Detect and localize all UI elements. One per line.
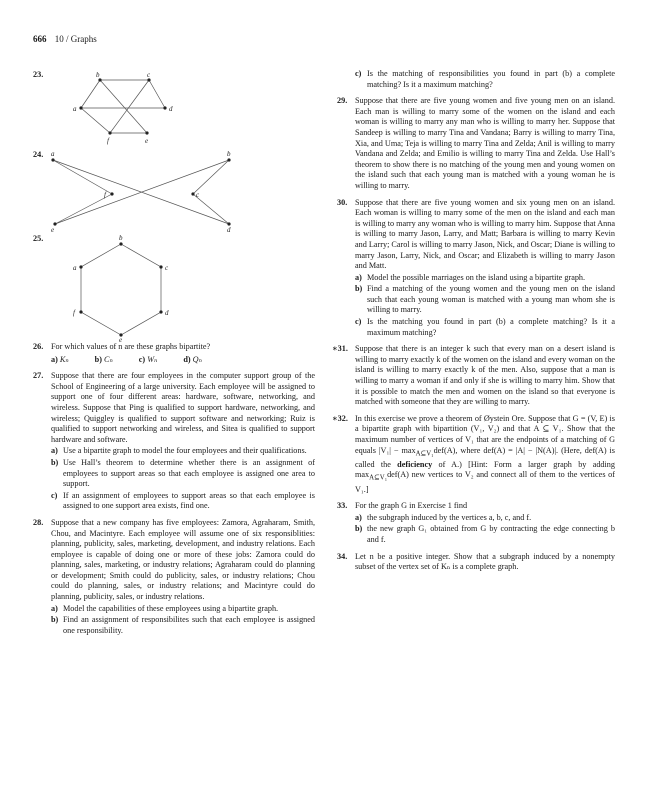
exercise-text: For which values of n are these graphs bipartite? (51, 342, 211, 351)
chapter-title: 10 / Graphs (54, 34, 97, 44)
figure-24 (33, 148, 315, 232)
exercise-item: c) If an assignment of employees to support areas so that each employee is assigned to one support area exists, find one. (51, 490, 315, 511)
exercise-number: 24. (33, 150, 44, 159)
vertex (79, 310, 82, 313)
exercise-text: In this exercise we prove a theorem of Øystein Ore. Suppose that G = (V, E) is a bipartite graph with bipartition (V₁, V₂) and that A ⊆ V₁. Show that the maximum number of vertices of V₁ that are the endpoints of a matching of G equals $|V_1| - \max_{A⊆V_1}def(A)$, where def(A) = |A| − |N(A)|. (Here, def(A) is called the deficiency of A.) [Hint: Form a larger graph by adding $\max_{A⊆V_1}def(A)$ new vertices to V₂ and connect all of them to the vertices of V₁.] (355, 413, 615, 494)
left-column (33, 68, 315, 642)
vertex (159, 310, 162, 313)
exercise-number: 26. (33, 342, 44, 351)
exercise-number: 30. (337, 197, 348, 207)
exercise-28 (33, 518, 315, 637)
exercise-text: Suppose that a new company has five employees: Zamora, Agraharam, Smith, Chou, and Macintyre. Each employee will assume one of six responsiblities: planning, publicity, sales, marketing, development, and industry relations. Each employee is capable of doing one or more of these jobs: Zamora could do planning, sales, marketing, or industry relations; Agraharam could do planning or development; Smith could do publicity, sales, or industry relations; Chou could do planning, sales, or industry relations; and Macintyre could do planning, publicity, sales, or industry relations. (51, 517, 315, 602)
exercise-item: b) Find a matching of the young women and the young men on the island such that each young woman is matched with a young man whom she is willing to marry. (355, 284, 615, 315)
vertex-label: b (227, 150, 231, 158)
exercise-28c (337, 69, 615, 90)
exercise-text: Suppose that there is an integer k such that every man on a desert island is willing to marry exactly k of the women on the island and every woman on the island is willing to marry exactly k of the men. Also, suppose that a man is willing to marry a woman if and only if she is willing to marry him. Show that it is possible to match the men and women on the island so that everyone is matched with someone that they are willing to marry. (355, 344, 615, 407)
vertex-label: c (165, 264, 169, 272)
vertex-label: e (119, 336, 123, 342)
graph-23 (33, 68, 315, 148)
exercise-item: a) the subgraph induced by the vertices a, b, c, and f. (355, 512, 532, 522)
exercise-31 (332, 344, 615, 408)
exercise-number: 23. (33, 70, 44, 79)
exercise-number: 29. (337, 96, 348, 106)
part: d) Qₙ (183, 354, 202, 364)
vertex (79, 265, 82, 268)
exercise-item: c) Is the matching of responsibilities you found in part (b) a complete matching? Is it a maximum matching? (355, 69, 615, 89)
edge (81, 244, 161, 335)
exercise-number: 34. (337, 551, 348, 561)
vertex (119, 242, 122, 245)
exercise-number: ∗32. (332, 413, 348, 423)
vertex-label: b (119, 234, 123, 242)
vertex-label: a (73, 105, 77, 113)
vertex-label: f (104, 191, 106, 199)
exercise-33 (337, 501, 615, 545)
page-number: 666 (33, 34, 47, 44)
edge (100, 80, 147, 133)
exercise-item: b) Use Hall’s theorem to determine whether there is an assignment of employees to support areas so that each employee is assigned one area to support. (51, 457, 315, 489)
right-column (332, 68, 615, 579)
edge (81, 108, 110, 133)
vertex (79, 106, 82, 109)
exercise-29 (337, 96, 615, 191)
exercise-26 (33, 342, 315, 365)
vertex-label: e (51, 226, 55, 232)
exercise-text: Suppose that there are five young women and six young men on an island. Each woman is willing to marry some of the men on the island and each man is willing to marry any woman who is willing to marry him. Suppose that Anna is willing to marry Jason, Larry, and Matt; Barbara is willing to marry Kevin and Larry; Carol is willing to marry Jason, Nick, and Oscar; Diane is willing to marry Jason, Larry, Nick, and Oscar; and Elizabeth is willing to marry Jason and Matt. (355, 197, 615, 271)
edge (149, 80, 165, 108)
exercise-text: Suppose that there are four employees in the computer support group of the School of Engineering of a large university. Each employee will be assigned to support one of four different areas: hardware, software, networking, and wireless. Suppose that Ping is qualified to support hardware, networking, and wireless; Quiggley is qualified to support software and networking; Ruiz is qualified to support networking and wireless, and Sitea is qualified to support hardware and software. (51, 371, 315, 444)
vertex (51, 158, 54, 161)
part: b) Cₙ (94, 354, 113, 364)
edge (110, 80, 149, 133)
exercise-32 (332, 413, 615, 495)
edge (193, 160, 229, 194)
vertex-label: c (196, 191, 200, 199)
vertex (145, 131, 148, 134)
exercise-30 (337, 198, 615, 339)
exercise-number: 28. (33, 517, 44, 527)
vertex (110, 192, 113, 195)
vertex (191, 192, 194, 195)
vertex-label: f (107, 137, 109, 145)
vertex-label: b (96, 71, 100, 79)
graph-25 (33, 232, 315, 342)
vertex-label: d (227, 226, 231, 232)
vertex-label: f (73, 309, 75, 317)
vertex-label: e (145, 137, 149, 145)
vertex-label: a (51, 150, 55, 158)
edge (53, 160, 112, 194)
vertex-label: a (73, 264, 77, 272)
vertex-label: d (165, 309, 169, 317)
exercise-text: Let n be a positive integer. Show that a subgraph induced by a nonempty subset of the vertex set of Kₙ is a complete graph. (355, 551, 615, 572)
figure-25 (33, 232, 315, 342)
exercise-parts (51, 355, 315, 366)
vertex-label: d (169, 105, 173, 113)
exercise-34 (337, 552, 615, 573)
exercise-number: ∗31. (332, 344, 348, 354)
figure-23 (33, 68, 315, 148)
exercise-number: 25. (33, 234, 44, 243)
part: c) Wₙ (138, 354, 158, 364)
vertex-label: c (147, 71, 151, 79)
exercise-number: 33. (337, 501, 348, 511)
exercise-text: Suppose that there are five young women and five young men on an island. Each man is willing to marry some of the women on the island and each woman is willing to marry any man who is willing to marry her. Suppose that Sandeep is willing to marry Tina and Vandana; Barry is willing to marry Tina, Xia, and Uma; Teja is willing to marry Tina and Zelda; Anil is willing to marry Vandana and Zelda; and Emilio is willing to marry Tina and Zelda. Use Hall’s theorem to show there is no matching of the young men and young women on the island such that each young man is matched with a young woman he is willing to marry. (355, 96, 615, 190)
exercise-item: b) the new graph G₁ obtained from G by contracting the edge connecting b and f. (355, 524, 615, 545)
vertex (108, 131, 111, 134)
page-header (33, 34, 97, 44)
vertex (227, 158, 230, 161)
exercise-item: a) Model the capabilities of these employees using a bipartite graph. (51, 603, 279, 613)
exercise-text: For the graph G in Exercise 1 find (355, 501, 468, 511)
exercise-item: c) Is the matching you found in part (b) a complete matching? Is it a maximum matching? (355, 317, 615, 337)
exercise-number: 27. (33, 371, 44, 381)
vertex (159, 265, 162, 268)
exercise-27 (33, 371, 315, 512)
graph-24 (33, 148, 315, 232)
vertex (163, 106, 166, 109)
exercise-item: a) Use a bipartite graph to model the four employees and their qualifications. (51, 446, 307, 456)
exercise-item: a) Model the possible marriages on the island using a bipartite graph. (355, 272, 586, 282)
edge (81, 80, 100, 108)
part: a) Kₙ (51, 354, 69, 364)
exercise-item: b) Find an assignment of responsibilites such that each employee is assigned one responsibility. (51, 615, 315, 635)
